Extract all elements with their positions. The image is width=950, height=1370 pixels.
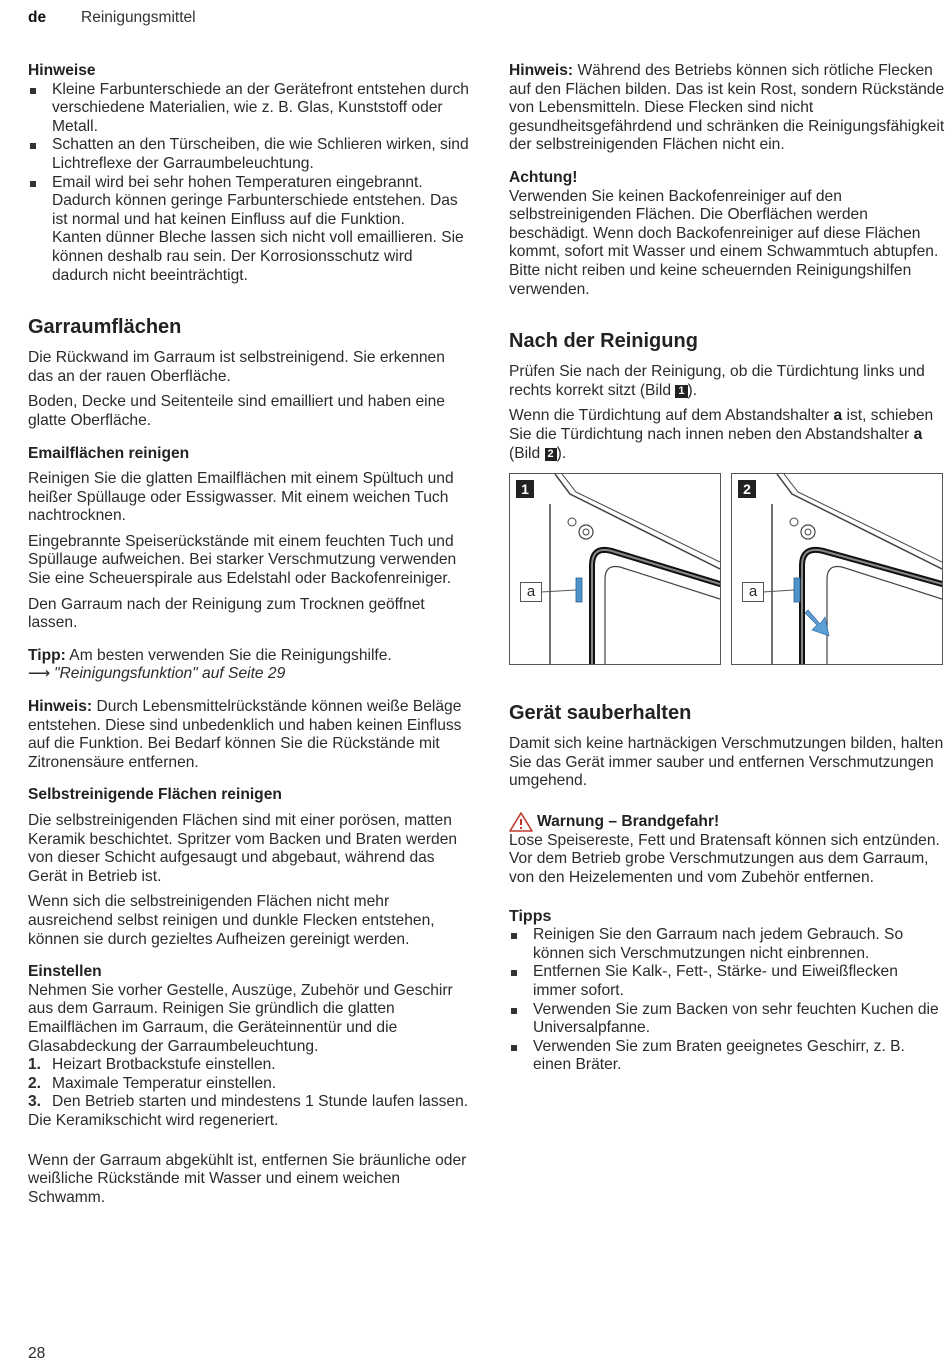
paragraph: Wenn sich die selbstreinigenden Flächen nicht mehr ausreichend selbst reinigen und dunkle Flecken entstehen, können sie durch gezieltes Aufheizen gereinigt werden. [28,893,435,948]
list-item: Schatten an den Türscheiben, die wie Schlieren wirken, sind Lichtreflexe der Garraumbeleuchtung. [28,136,470,173]
hinweise-continuation: Kanten dünner Bleche lassen sich nicht voll emaillieren. Sie können deshalb rau sein. Der Korrosionsschutz wird dadurch nicht beeinträchtigt. [52,229,464,284]
page-header [28,9,196,27]
tipps-heading: Tipps [509,907,552,925]
arrow-right-icon: ⟶ [28,665,51,683]
achtung-heading: Achtung! [509,168,578,186]
figure-2 [731,473,943,665]
hinweise-list [28,81,470,230]
page-number: 28 [28,1345,46,1362]
list-item: Entfernen Sie Kalk-, Fett-, Stärke- und Eiweißflecken immer sofort. [509,963,945,1000]
selbst-heading: Selbstreinigende Flächen reinigen [28,786,282,804]
paragraph: Verwenden Sie keinen Backofenreiniger auf den selbstreinigenden Flächen. Die Oberflächen werden beschädigt. Wenn doch Backofenreiniger auf diese Flächen kommt, sofort mit Wasser und einem Schwammtuch abtupfen. Bitte nicht reiben und keine scheuernden Reinigungshilfen verwenden. [509,187,939,298]
paragraph: Nehmen Sie vorher Gestelle, Auszüge, Zubehör und Geschirr aus dem Garraum. Reinigen Sie gründlich die glatten Emailflächen im Garraum, die Geräteinnentür und die Glasabdeckung der Garraumbeleuchtung. [28,981,453,1055]
paragraph: Die Rückwand im Garraum ist selbstreinigend. Sie erkennen das an der rauen Oberfläche. [28,349,445,385]
email-heading: Emailflächen reinigen [28,444,190,462]
nach-heading: Nach der Reinigung [509,330,698,353]
callout-label: a [742,582,764,602]
callout-label: a [520,582,542,602]
figure-number: 2 [738,480,756,498]
paragraph: Prüfen Sie nach der Reinigung, ob die Türdichtung links und rechts korrekt sitzt (Bild 1 ). [509,363,925,399]
figure-ref-badge: 1 [675,385,687,398]
step-result: Die Keramikschicht wird regeneriert. [28,1111,279,1129]
steps-list [28,1056,470,1112]
cross-reference-link[interactable]: "Reinigungsfunktion" auf Seite 29 [54,665,286,683]
paragraph: Wenn die Türdichtung auf dem Abstandshalter a ist, schieben Sie die Türdichtung nach innen neben den Abstandshalter a (Bild 2 ). [509,407,934,462]
hinweise-heading: Hinweise [28,62,96,79]
hinweis-note: Hinweis: Durch Lebensmittelrückstände können weiße Beläge entstehen. Diese sind unbedenklich und haben keinen Einfluss auf die Funktion. Bei Bedarf können Sie die Rückstände mit Zitronensäure entfernen. [28,698,462,771]
garraum-heading: Garraumflächen [28,316,182,339]
right-column [509,62,945,1075]
paragraph: Eingebrannte Speiserückstände mit einem feuchten Tuch und Spüllauge aufweichen. Bei starker Verschmutzung verwenden Sie eine Scheuerspirale aus Edelstahl oder Backofenreiniger. [28,532,457,588]
figures-row [509,473,945,665]
paragraph: Den Garraum nach der Reinigung zum Trocknen geöffnet lassen. [28,595,425,632]
section-title: Reinigungsmittel [81,9,196,26]
paragraph: Wenn der Garraum abgekühlt ist, entfernen Sie bräunliche oder weißliche Rückstände mit Wasser und einem weichen Schwamm. [28,1151,467,1206]
hinweis-label: Hinweis: [28,698,93,716]
hinweis-note: Hinweis: Während des Betriebs können sich rötliche Flecken auf den Flächen bilden. Das ist kein Rost, sondern Rückstände von Lebensmitteln. Diese Flecken sind nicht gesundheitsgefährdend und schränken die Reinigungsfähigkeit der selbstreinigenden Flächen nicht ein. [509,62,945,154]
paragraph: Reinigen Sie die glatten Emailflächen mit einem Spültuch und heißer Spüllauge oder Essigwasser. Mit einem weichen Tuch nachtrocknen. [28,470,454,525]
figure-1 [509,473,721,665]
einstellen-heading: Einstellen [28,963,102,981]
list-item: Email wird bei sehr hohen Temperaturen eingebrannt. Dadurch können geringe Farbunterschiede entstehen. Das ist normal und hat keinen Einfluss auf die Funktion. [28,174,470,230]
tipp-label: Tipp: [28,646,66,664]
language-code: de [28,9,47,26]
list-item: Verwenden Sie zum Backen von sehr feuchten Kuchen die Universalpfanne. [509,1001,945,1038]
paragraph: Lose Speisereste, Fett und Bratensaft können sich entzünden. Vor dem Betrieb grobe Verschmutzungen aus dem Garraum, von den Heizelementen und vom Zubehör entfernen. [509,831,940,887]
left-column [28,62,470,1214]
warning-triangle-icon [509,812,533,832]
tipp-note: Tipp: Am besten verwenden Sie die Reinigungshilfe. ⟶ "Reinigungsfunktion" auf Seite 29 [28,646,392,683]
step-item: 2. Maximale Temperatur einstellen. [28,1074,277,1092]
figure-number: 1 [516,480,534,498]
push-arrow-icon [805,610,829,636]
door-seal-illustration [510,474,720,664]
list-item: Verwenden Sie zum Braten geeignetes Geschirr, z. B. einen Bräter. [509,1038,945,1075]
hinweis-label: Hinweis: [509,62,574,79]
paragraph: Die selbstreinigenden Flächen sind mit einer porösen, matten Keramik beschichtet. Spritzer vom Backen und Braten werden von dieser Schicht aufgesaugt und abgebaut, während das Gerät in Betrieb ist. [28,812,458,885]
paragraph: Damit sich keine hartnäckigen Verschmutzungen bilden, halten Sie das Gerät immer sauber und entfernen Verschmutzungen umgehend. [509,735,944,790]
step-item: 3. Den Betrieb starten und mindestens 1 Stunde laufen lassen. [28,1093,469,1111]
step-item: 1. Heizart Brotbackstufe einstellen. [28,1056,276,1074]
warning-heading: Warnung – Brandgefahr! [509,812,945,832]
geraet-heading: Gerät sauberhalten [509,702,692,725]
list-item: Kleine Farbunterschiede an der Gerätefront entstehen durch verschiedene Materialien, wie z. B. Glas, Kunststoff oder Metall. [28,81,470,137]
list-item: Reinigen Sie den Garraum nach jedem Gebrauch. So können sich Verschmutzungen nicht einbrennen. [509,926,945,963]
figure-ref-badge: 2 [545,448,557,461]
paragraph: Boden, Decke und Seitenteile sind emailliert und haben eine glatte Oberfläche. [28,393,445,429]
door-seal-illustration [732,474,942,664]
tipps-list [509,926,945,1075]
